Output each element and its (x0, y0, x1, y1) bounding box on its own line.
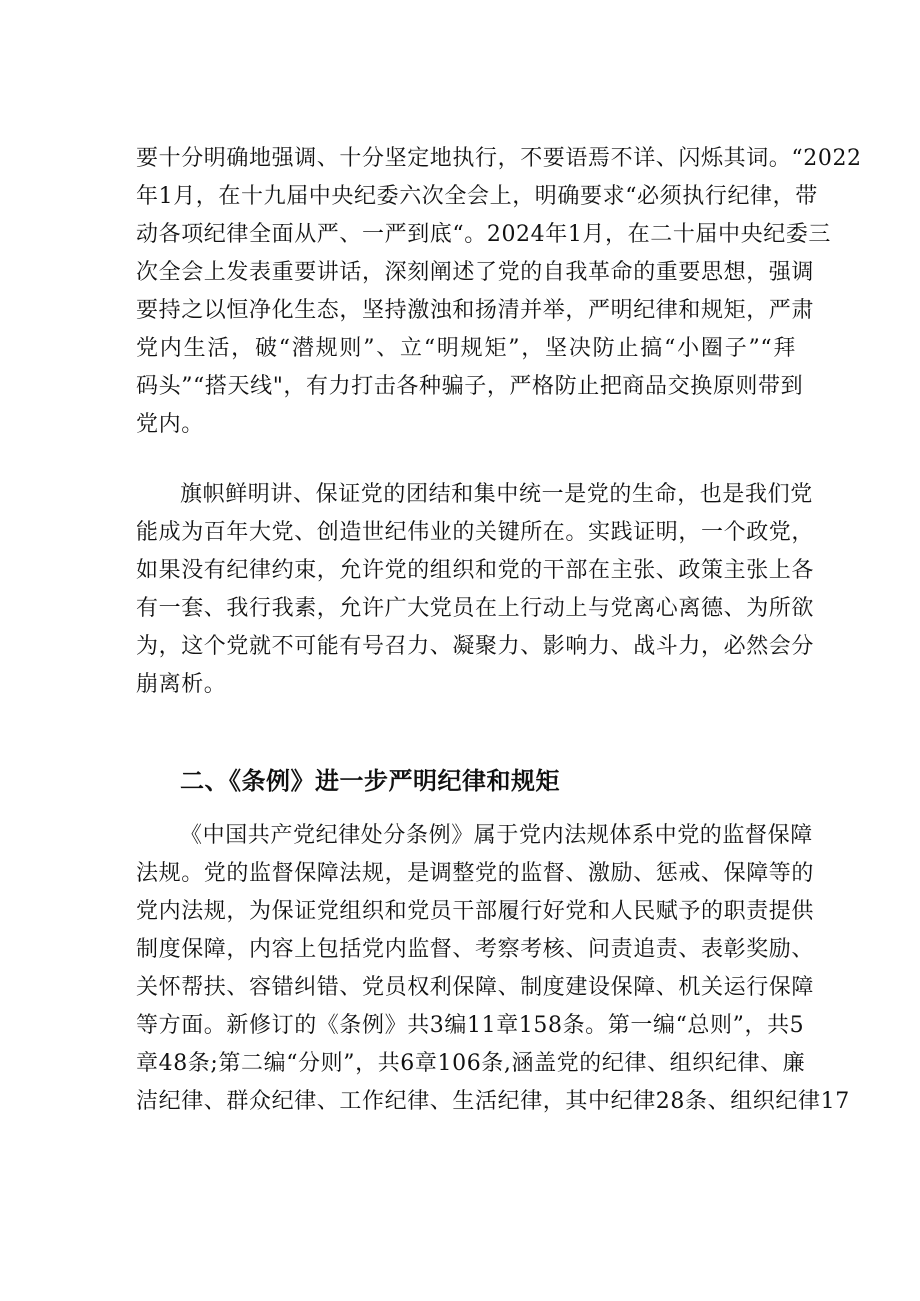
text-line: 制度保障，内容上包括党内监督、考察考核、问责追责、表彰奖励、 (136, 937, 815, 962)
text-line: 如果没有纪律约束，允许党的组织和党的干部在主张、政策主张上各 (136, 558, 815, 583)
text-line: 能成为百年大党、创造世纪伟业的关键所在。实践证明，一个政党， (136, 520, 815, 545)
text-line: 《中国共产党纪律处分条例》属于党内法规体系中党的监督保障 (180, 823, 813, 848)
text-line: 要持之以恒净化生态，坚持激浊和扬清并举，严明纪律和规矩，严肃 (136, 298, 815, 323)
text-line: 年1月，在十九届中央纪委六次全会上，明确要求“必须执行纪律，带 (136, 184, 818, 209)
text-line: 次全会上发表重要讲话，深刻阐述了党的自我革命的重要思想，强调 (136, 260, 815, 285)
text-line: 法规。党的监督保障法规，是调整党的监督、激励、惩戒、保障等的 (136, 861, 815, 886)
text-line: 洁纪律、群众纪律、工作纪律、生活纪律，其中纪律28条、组织纪律17 (136, 1089, 850, 1114)
text-line: 有一套、我行我素，允许广大党员在上行动上与党离心离德、为所欲 (136, 596, 815, 621)
text-line: 等方面。新修订的《条例》共3编11章158条。第一编“总则”，共5 (136, 1013, 805, 1038)
text-line: 要十分明确地强调、十分坚定地执行，不要语焉不详、闪烁其词。“2022 (136, 146, 862, 171)
text-line: 旗帜鲜明讲、保证党的团结和集中统一是党的生命，也是我们党 (180, 482, 813, 507)
text-line: 崩离析。 (136, 672, 227, 697)
text-line: 为，这个党就不可能有号召力、凝聚力、影响力、战斗力，必然会分 (136, 634, 815, 659)
text-line: 动各项纪律全面从严、一严到底“。2024年1月，在二十届中央纪委三 (136, 222, 832, 247)
text-line: 党内生活，破“潜规则”、立“明规矩”，坚决防止搞“小圈子”“拜 (136, 336, 796, 361)
text-line: 党内法规，为保证党组织和党员干部履行好党和人民赋予的职责提供 (136, 899, 815, 924)
section-heading: 二、《条例》进一步严明纪律和规矩 (180, 767, 560, 795)
text-line: 码头”“搭天线"，有力打击各种骗子，严格防止把商品交换原则带到 (136, 374, 804, 399)
text-line: 关怀帮扶、容错纠错、党员权利保障、制度建设保障、机关运行保障 (136, 975, 815, 1000)
text-line: 章48条;第二编“分则”，共6章106条,涵盖党的纪律、组织纪律、廉 (136, 1051, 806, 1076)
text-line: 党内。 (136, 412, 204, 437)
